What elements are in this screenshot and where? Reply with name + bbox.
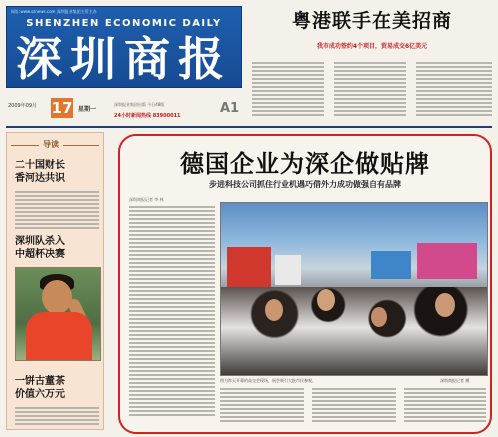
top-story-title: 粤港联手在美招商	[291, 10, 452, 32]
top-story	[252, 6, 492, 50]
guide-text-block	[15, 407, 99, 427]
athlete-photo	[15, 267, 101, 361]
page-id: A1	[220, 101, 240, 116]
article-text-block	[404, 388, 486, 424]
guide-headline[interactable]: 一饼古董茶 价值六万元	[15, 376, 65, 400]
main-article-subtitle: 步进科技公司抓住行业机遇巧借外力成功做强自有品牌	[209, 179, 401, 189]
issue-number: 17	[51, 99, 73, 117]
news-hotline: 24小时新闻热线 83900011	[114, 113, 181, 119]
top-story-text-block	[334, 62, 406, 118]
main-article-byline: 深圳商报记者 李 林	[129, 197, 164, 202]
guide-label: 导读	[39, 139, 63, 150]
issue-date: 2009年09月	[8, 103, 38, 109]
guide-column	[6, 132, 104, 430]
guide-text-block	[15, 191, 99, 231]
top-story-subtitle: 我市成功签约4个项目，贸易成交6亿美元	[316, 43, 428, 50]
masthead	[6, 6, 242, 88]
masthead-small-line: 网址:www.sznews.com 深圳报业集团主管主办	[11, 9, 97, 14]
guide-header	[11, 139, 99, 152]
top-story-text-block	[252, 62, 324, 118]
weekday: 星期一	[78, 106, 97, 113]
guide-headline[interactable]: 二十国财长 香河达共识	[15, 160, 65, 184]
article-text-block	[312, 388, 396, 424]
article-text-block	[129, 206, 215, 418]
exhibition-photo	[220, 202, 488, 376]
photo-credit: 深圳商报记者 摄	[440, 378, 470, 383]
masthead-chinese-name: 深圳商报	[16, 32, 232, 86]
top-story-text-block	[416, 62, 492, 118]
dateline	[6, 98, 242, 122]
publisher-info: 深圳报业集团出版 今日48版	[114, 102, 165, 107]
main-article-title: 德国企业为深企做贴牌	[180, 149, 430, 178]
guide-headline[interactable]: 深圳队杀入 中超杯决赛	[15, 236, 65, 260]
masthead-english-name: SHENZHEN ECONOMIC DAILY	[26, 18, 222, 29]
header-rule	[6, 126, 492, 128]
main-article	[118, 134, 492, 434]
photo-caption: 图为昨天开幕的高交会现场，展会吸引大批市民参观。	[220, 378, 316, 383]
article-text-block	[220, 388, 304, 424]
